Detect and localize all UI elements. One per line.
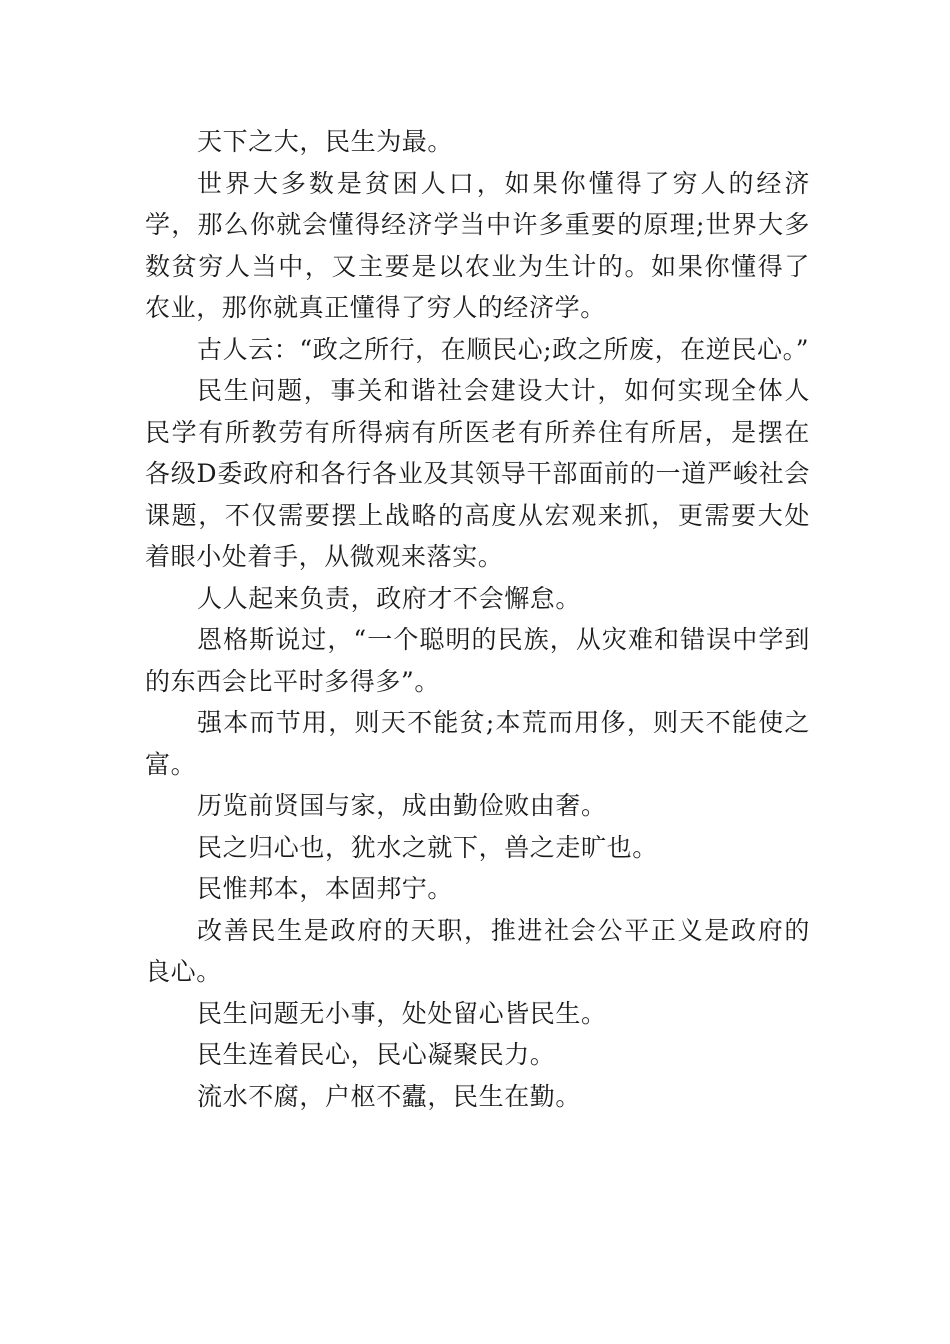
paragraph: 流水不腐，户枢不蠹，民生在勤。 [197,1081,582,1111]
paragraph: 民生问题，事关和谐社会建设大计，如何实现全体人民学有所教劳有所得病有所医老有所养住有所居，是摆在各级D委政府和各行各业及其领导干部面前的一道严峻社会课题，不仅需要摆上战略的高度从宏观来抓，更需要大处着眼小处着手，从微观来落实。 [145,376,810,571]
paragraph: 人人起来负责，政府才不会懈怠。 [197,583,582,613]
paragraph: 世界大多数是贫困人口，如果你懂得了穷人的经济学，那么你就会懂得经济学当中许多重要的原理;世界大多数贫穷人当中，又主要是以农业为生计的。如果你懂得了农业，那你就真正懂得了穷人的经济学。 [145,168,810,322]
paragraph: 改善民生是政府的天职，推进社会公平正义是政府的良心。 [145,915,810,986]
paragraph: 民生问题无小事，处处留心皆民生。 [197,998,607,1028]
paragraph: 强本而节用，则天不能贫;本荒而用侈，则天不能使之富。 [145,708,810,779]
paragraph: 民惟邦本，本固邦宁。 [197,874,454,903]
paragraph: 恩格斯说过，“一个聪明的民族，从灾难和错误中学到的东西会比平时多得多”。 [145,625,810,696]
paragraph: 天下之大，民生为最。 [197,127,454,156]
paragraph: 民生连着民心，民心凝聚民力。 [197,1040,556,1069]
paragraph: 古人云：“政之所行，在顺民心;政之所废，在逆民心。” [197,334,810,364]
paragraph: 民之归心也，犹水之就下，兽之走旷也。 [197,832,658,862]
paragraph: 历览前贤国与家，成由勤俭败由奢。 [197,791,607,820]
document-page [145,121,810,1117]
